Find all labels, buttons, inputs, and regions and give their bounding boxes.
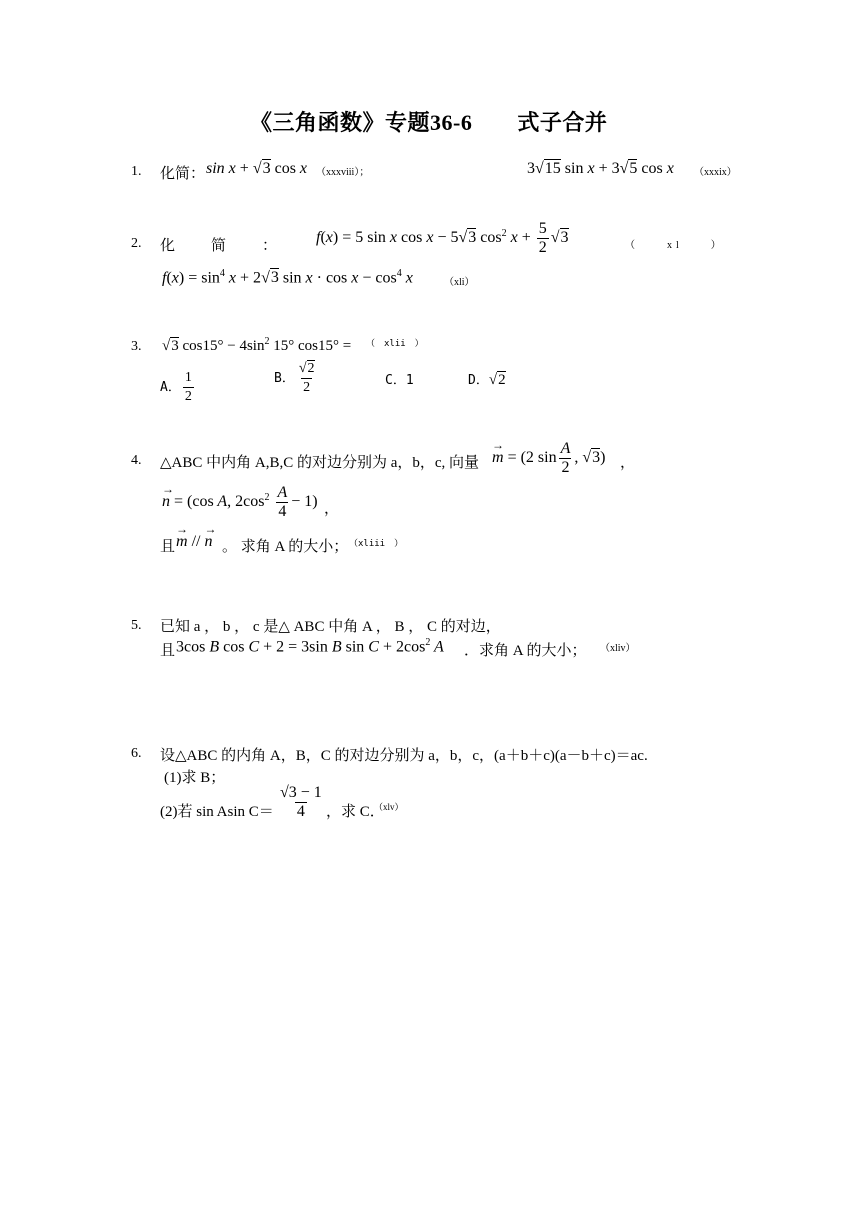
problem-2-note-1: （ xl ） <box>625 240 725 251</box>
problem-5-note: （xliv） <box>600 643 636 654</box>
page-title: 《三角函数》专题36-6 式子合并 <box>250 110 608 135</box>
problem-4-line-3-prefix: 且 <box>160 539 176 555</box>
problem-2-number: 2. <box>131 236 142 251</box>
problem-3-option-d: D．√2 <box>468 372 506 388</box>
problem-4-note: （xliii ） <box>349 539 404 549</box>
problem-4-vector-m: → m = (2 sin $\frac{A}{2}$ , √3) <box>492 440 605 477</box>
problem-3-expr: √3 $\cos 15^\circ - 4\sin^2$ 15° cos15° = <box>162 336 352 354</box>
problem-6-fraction-denominator: 4 <box>296 803 305 820</box>
problem-3-option-b: B． $\frac{√2}{2}$ <box>274 361 315 395</box>
problem-4-line-1-prefix: △ABC 中内角 A,B,C 的对边分别为 a，b，c, 向量 <box>160 455 480 471</box>
problem-3-option-c: C．1 <box>385 373 414 388</box>
problem-4-parallel: → m // → n <box>176 533 212 551</box>
problem-6-fraction-numerator: √3 − 1 <box>280 784 322 801</box>
problem-1-prefix: 化简： <box>160 166 206 182</box>
problem-5-equation: 3cos B cos C + 2 = 3sin B $\sin C + 2\cos^2$ A <box>176 637 444 656</box>
problem-1-note-1: （xxxviii）； <box>316 167 370 178</box>
problem-5-line-1: 已知 a ， b ， c 是△ ABC 中角 A ， B ， C 的对边， <box>160 619 501 635</box>
problem-6-number: 6. <box>131 746 142 761</box>
problem-6-line-3-prefix: (2)若 sin Asin C＝ <box>160 804 274 820</box>
problem-6-line-2: (1)求 B； <box>164 770 226 786</box>
problem-6-line-1: 设△ABC 的内角 A，B，C 的对边分别为 a，b，c，(a＋b＋c)(a－b＋c)＝ac. <box>160 748 648 764</box>
problem-1-note-2: （xxxix） <box>694 167 737 178</box>
problem-4-line-2-suffix: ， <box>324 501 340 517</box>
problem-4-number: 4. <box>131 453 142 468</box>
problem-2-prefix: 化 简 ： <box>160 238 280 254</box>
problem-4-line-1-suffix: ， <box>620 455 636 471</box>
problem-5-number: 5. <box>131 618 142 633</box>
problem-5-line-2-prefix: 且 <box>160 643 176 659</box>
problem-1-number: 1. <box>131 164 142 179</box>
problem-5-line-2-suffix: ．求角 A 的大小； <box>464 643 587 659</box>
problem-3-option-a: A． $\frac{1}{2}$ <box>160 370 192 404</box>
problem-3-number: 3. <box>131 339 142 354</box>
problem-6-note: （xlv） <box>374 802 404 812</box>
problem-1-expr-1: sin x + √3 cos x <box>206 160 308 177</box>
problem-2-expr-2: $f(x) = \sin^4 x + 2√3$ $\sin x \cdot \cos x - \cos^4 x$ <box>162 268 413 287</box>
problem-1-expr-2: 3√15 sin x + 3√5 cos x <box>527 160 674 177</box>
problem-4-line-3-suffix: 。 求角 A 的大小； <box>222 539 349 555</box>
problem-6-fraction <box>276 784 326 821</box>
problem-3-note: （ xlii ） <box>366 339 424 349</box>
problem-2-expr-1: f(x) = 5 sin x cos x − 5√3 $\cos^2 x$ + $\frac{5}{2}$ √3 <box>316 220 569 256</box>
problem-6-line-3-suffix: ，求 C． <box>326 804 385 820</box>
problem-4-vector-n: → n = (cos A, $2\cos^2$ $\frac{A}{4}$ − 1) <box>162 484 318 521</box>
problem-2-note-2: （xli） <box>444 277 475 288</box>
